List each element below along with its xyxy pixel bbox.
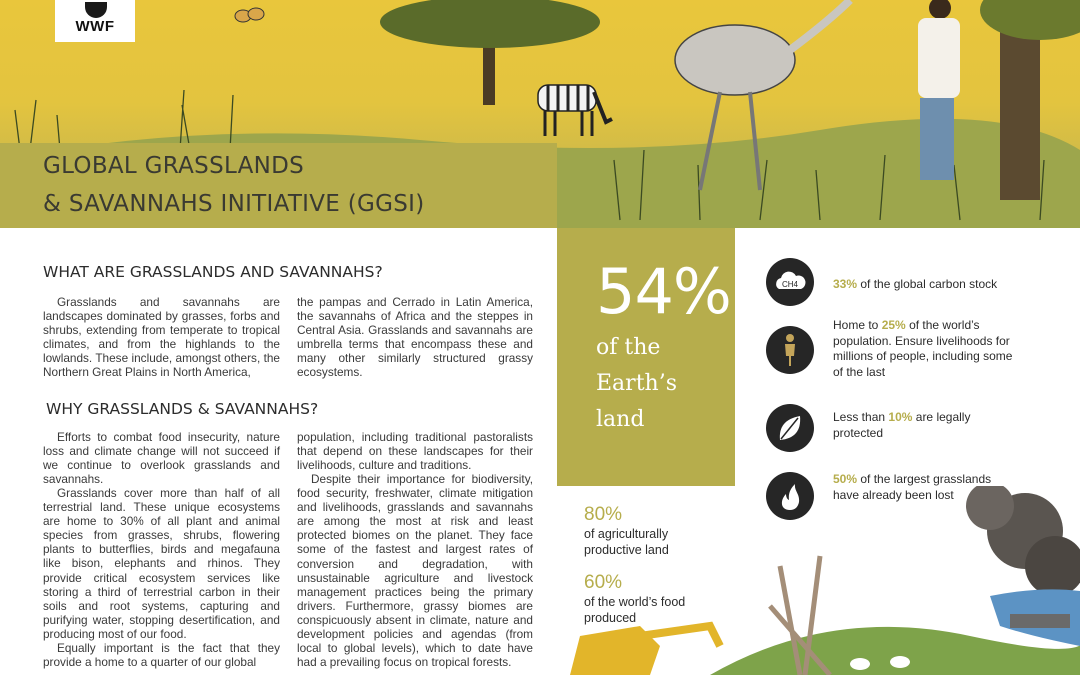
cow <box>890 656 910 668</box>
tree-canopy <box>380 0 600 48</box>
stat-value: 60% <box>584 572 623 593</box>
stat-text: are legally protected <box>833 410 971 440</box>
title-band <box>0 143 557 228</box>
cow <box>850 658 870 670</box>
page-title-line-2: & SAVANNAHS INITIATIVE (GGSI) <box>43 191 425 217</box>
section2-col1-p2: Grasslands cover more than half of all terrestrial land. These unique ecosystems are home to 30% of all plant and animal species from grasses, shrubs, flowering plants to butterflies, birds and megafauna like bison, elephants and rhinos. They provide critical ecosystem services like storing a third of terrestrial carbon in their soils and root systems, capturing and purifying water, stopping desertification, and producing most of our food. <box>43 486 280 641</box>
stat-label-2: produced <box>584 611 637 625</box>
stat-highlight: 33% <box>833 277 858 291</box>
panda-icon <box>85 2 107 18</box>
section-heading-what: WHAT ARE GRASSLANDS AND SAVANNAHS? <box>43 263 383 281</box>
stat-pre: Home to <box>833 318 879 332</box>
hero-illustration <box>0 0 1080 228</box>
leaf-icon <box>766 404 814 452</box>
stat-label-1: of agriculturally <box>584 527 669 541</box>
section2-col2-p2: Despite their importance for biodiversity, food security, freshwater, climate mitigation and livelihoods, grasslands and savannahs are among the most at risk and least protected biomes on the planet. They face some of the fastest and largest rates of conversion and degradation, with unsustainable agriculture and livestock management practices being the primary drivers. Furthermore, grassy biomes are conspicuously absent in climate, nature and development policies and agendas (from local to global levels), which to date have had a prevailing focus on tropical forests. <box>297 472 533 670</box>
stat-text: of the global carbon stock <box>860 277 998 291</box>
right-tree-canopy <box>980 0 1080 40</box>
stat-text: of the world’s population. Ensure livelihoods for millions of people, including some of the last <box>833 318 1013 379</box>
green-field <box>710 626 1080 675</box>
page-title-line-1: GLOBAL GRASSLANDS <box>43 153 305 179</box>
harvester <box>1010 614 1070 628</box>
section-heading-why: WHY GRASSLANDS & SAVANNAHS? <box>46 400 319 418</box>
logo-text: WWF <box>75 18 115 35</box>
section2-col2-p1: population, including traditional pastoralists that depend on these landscapes for their livelihoods, culture and traditions. <box>297 430 533 473</box>
big-stat-value: 54% <box>596 255 731 328</box>
land-conversion-illustration <box>570 486 1080 680</box>
stat-highlight: 25% <box>881 318 906 332</box>
ch4-cloud-icon <box>766 258 814 306</box>
section2-col1-p3: Equally important is the fact that they provide a home to a quarter of our global <box>43 641 280 670</box>
section1-col1: Grasslands and savannahs are landscapes dominated by grasses, forbs and shrubs, extending from temperate to tropical climates, and from the highlands to the lowlands. These include, amongst others, the Northern Great Plains in North America, <box>43 295 280 380</box>
big-stat-line-3: land <box>596 407 645 432</box>
stat-carbon-stock <box>833 277 1033 293</box>
stat-protected <box>833 410 1003 441</box>
stat-text: of the largest grasslands have already been lost <box>833 472 992 502</box>
stat-highlight: 10% <box>888 410 913 424</box>
big-stat-line-2: Earth’s <box>596 371 677 396</box>
wwf-logo <box>55 0 135 42</box>
stat-label-1: of the world’s food <box>584 595 686 609</box>
section1-col2: the pampas and Cerrado in Latin America, the savannahs of Africa and the steppes in Central Asia. Grasslands and savannahs are umbrella terms that encompass these and many other similarly structured grassy ecosystems. <box>297 295 533 380</box>
person-figure <box>918 0 960 180</box>
ch4-label: CH4 <box>781 280 799 289</box>
person-icon <box>766 326 814 374</box>
big-stat-line-1: of the <box>596 335 661 360</box>
stat-highlight: 50% <box>833 472 858 486</box>
zebra <box>538 85 612 136</box>
tree-trunk <box>483 40 495 105</box>
stat-pre: Less than <box>833 410 886 424</box>
butterfly <box>235 8 264 22</box>
stat-population <box>833 318 1023 380</box>
stat-value: 80% <box>584 504 623 525</box>
section2-col1-p1: Efforts to combat food insecurity, nature loss and climate change will not succeed if we continue to overlook grasslands and savannahs. <box>43 430 280 487</box>
stat-label-2: productive land <box>584 543 669 557</box>
